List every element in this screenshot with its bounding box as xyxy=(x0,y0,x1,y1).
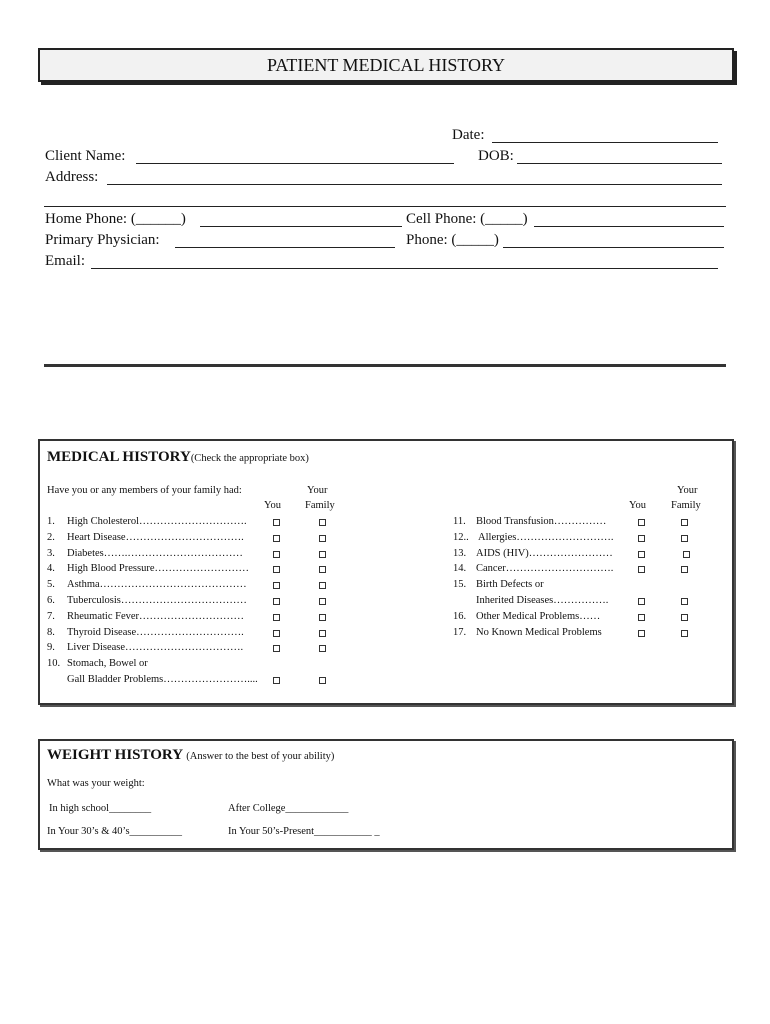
condition-label: Thyroid Disease…………………………. xyxy=(67,627,244,638)
condition-label: Stomach, Bowel or xyxy=(67,658,148,669)
checkbox-you-tuberculosis[interactable] xyxy=(273,598,280,605)
medical-history-subtitle: (Check the appropriate box) xyxy=(190,453,309,464)
condition-number: 4. xyxy=(47,563,55,574)
condition-label: No Known Medical Problems xyxy=(476,627,602,638)
primary-physician-field[interactable] xyxy=(175,247,395,248)
dob-label: DOB: xyxy=(478,148,514,164)
condition-allergies xyxy=(453,531,613,545)
checkbox-you-heart-disease[interactable] xyxy=(273,535,280,542)
left-col-your-header: Your xyxy=(307,485,328,496)
condition-number: 3. xyxy=(47,548,55,559)
condition-number: 15. xyxy=(453,579,467,590)
condition-number: 11. xyxy=(453,516,466,527)
checkbox-family-liver-disease[interactable] xyxy=(319,645,326,652)
medical-history-heading xyxy=(47,449,309,466)
dob-field[interactable] xyxy=(517,163,722,164)
condition-number: 7. xyxy=(47,611,55,622)
checkbox-you-liver-disease[interactable] xyxy=(273,645,280,652)
condition-number: 10. xyxy=(47,658,61,669)
right-col-family-header: Family xyxy=(671,500,701,511)
checkbox-family-aids-hiv[interactable] xyxy=(683,551,690,558)
checkbox-family-high-cholesterol[interactable] xyxy=(319,519,326,526)
checkbox-family-heart-disease[interactable] xyxy=(319,535,326,542)
checkbox-family-asthma[interactable] xyxy=(319,582,326,589)
primary-physician-label: Primary Physician: xyxy=(45,232,160,248)
condition-blood-transfusion xyxy=(453,515,606,529)
client-name-field[interactable] xyxy=(136,163,454,164)
client-name-label: Client Name: xyxy=(45,148,126,164)
condition-other-medical-problems xyxy=(453,610,600,624)
condition-label: High Blood Pressure……………………… xyxy=(67,563,249,574)
checkbox-family-blood-transfusion[interactable] xyxy=(681,519,688,526)
condition-aids-hiv xyxy=(453,547,613,561)
checkbox-family-no-known-problems[interactable] xyxy=(681,630,688,637)
condition-label: Rheumatic Fever………………………… xyxy=(67,611,245,622)
weight-history-title: WEIGHT HISTORY xyxy=(47,747,183,763)
condition-number: 1. xyxy=(47,516,55,527)
condition-number: 8. xyxy=(47,627,55,638)
condition-inherited-diseases xyxy=(453,594,608,608)
address-label: Address: xyxy=(45,169,99,185)
checkbox-you-high-cholesterol[interactable] xyxy=(273,519,280,526)
checkbox-you-birth-defects[interactable] xyxy=(638,598,645,605)
condition-number: 14. xyxy=(453,563,467,574)
form-title-box xyxy=(38,48,734,82)
condition-cancer xyxy=(453,562,613,576)
condition-number: 17. xyxy=(453,627,467,638)
condition-label: Other Medical Problems…… xyxy=(476,611,601,622)
checkbox-family-allergies[interactable] xyxy=(681,535,688,542)
weight-history-section xyxy=(38,739,734,850)
weight-after-college-field[interactable]: After College____________ xyxy=(228,803,349,814)
checkbox-you-allergies[interactable] xyxy=(638,535,645,542)
condition-label: Tuberculosis……………………………… xyxy=(67,595,247,606)
right-col-your-header: Your xyxy=(677,485,698,496)
condition-birth-defects xyxy=(453,578,544,592)
checkbox-you-blood-transfusion[interactable] xyxy=(638,519,645,526)
condition-label: Birth Defects or xyxy=(476,579,544,590)
condition-stomach-bowel xyxy=(47,657,148,671)
condition-asthma xyxy=(47,578,247,592)
home-phone-label: Home Phone: (______) xyxy=(45,211,186,227)
checkbox-you-thyroid-disease[interactable] xyxy=(273,630,280,637)
condition-number: 5. xyxy=(47,579,55,590)
weight-high-school-field[interactable]: In high school________ xyxy=(49,803,152,814)
left-col-family-header: Family xyxy=(305,500,335,511)
condition-label: Cancer…………………………. xyxy=(476,563,614,574)
date-label: Date: xyxy=(452,127,485,143)
home-phone-field[interactable] xyxy=(200,226,402,227)
condition-label: Blood Transfusion…………… xyxy=(476,516,607,527)
condition-label: Asthma…………………………………… xyxy=(67,579,247,590)
condition-label: Liver Disease……………………………. xyxy=(67,642,244,653)
checkbox-you-no-known-problems[interactable] xyxy=(638,630,645,637)
physician-phone-field[interactable] xyxy=(503,247,724,248)
condition-gall-bladder xyxy=(47,673,258,687)
condition-number: 2. xyxy=(47,532,55,543)
checkbox-family-thyroid-disease[interactable] xyxy=(319,630,326,637)
email-field[interactable] xyxy=(91,268,718,269)
checkbox-family-rheumatic-fever[interactable] xyxy=(319,614,326,621)
condition-label: Gall Bladder Problems…………………….... xyxy=(67,674,258,685)
condition-liver-disease xyxy=(47,641,243,655)
condition-label: AIDS (HIV)…………………… xyxy=(476,548,613,559)
right-col-you-header: You xyxy=(629,500,647,511)
checkbox-family-gall-bladder[interactable] xyxy=(319,677,326,684)
medical-history-title: MEDICAL HISTORY xyxy=(47,449,191,465)
physician-phone-label: Phone: (_____) xyxy=(406,232,499,248)
condition-number: 6. xyxy=(47,595,55,606)
email-label: Email: xyxy=(45,253,85,269)
condition-number: 16. xyxy=(453,611,467,622)
condition-rheumatic-fever xyxy=(47,610,244,624)
checkbox-family-birth-defects[interactable] xyxy=(681,598,688,605)
checkbox-family-diabetes[interactable] xyxy=(319,551,326,558)
form-title: PATIENT MEDICAL HISTORY xyxy=(266,55,506,75)
weight-history-heading xyxy=(47,747,334,764)
checkbox-you-rheumatic-fever[interactable] xyxy=(273,614,280,621)
section-divider xyxy=(44,364,726,367)
condition-thyroid-disease xyxy=(47,626,244,640)
condition-no-known-problems xyxy=(453,626,602,640)
condition-number: 13. xyxy=(453,548,467,559)
weight-30s-40s-field[interactable]: In Your 30’s & 40’s__________ xyxy=(47,826,183,837)
condition-high-cholesterol xyxy=(47,515,247,529)
condition-tuberculosis xyxy=(47,594,247,608)
checkbox-you-other-medical-problems[interactable] xyxy=(638,614,645,621)
medical-history-prompt: Have you or any members of your family had: xyxy=(47,485,242,496)
checkbox-you-diabetes[interactable] xyxy=(273,551,280,558)
medical-history-section xyxy=(38,439,734,705)
condition-label: Allergies………………………. xyxy=(476,532,614,543)
checkbox-family-tuberculosis[interactable] xyxy=(319,598,326,605)
checkbox-family-high-blood-pressure[interactable] xyxy=(319,566,326,573)
checkbox-you-high-blood-pressure[interactable] xyxy=(273,566,280,573)
checkbox-you-aids-hiv[interactable] xyxy=(638,551,645,558)
condition-label: Inherited Diseases……………. xyxy=(476,595,609,606)
left-col-you-header: You xyxy=(264,500,282,511)
cell-phone-label: Cell Phone: (_____) xyxy=(406,211,528,227)
condition-diabetes xyxy=(47,547,243,561)
checkbox-you-asthma[interactable] xyxy=(273,582,280,589)
address-field[interactable] xyxy=(107,184,722,185)
weight-history-subtitle: (Answer to the best of your ability) xyxy=(186,751,335,762)
weight-prompt: What was your weight: xyxy=(47,778,145,789)
checkbox-you-cancer[interactable] xyxy=(638,566,645,573)
date-field[interactable] xyxy=(492,142,718,143)
checkbox-family-cancer[interactable] xyxy=(681,566,688,573)
checkbox-family-other-medical-problems[interactable] xyxy=(681,614,688,621)
condition-label: Heart Disease……………………………. xyxy=(67,532,244,543)
condition-heart-disease xyxy=(47,531,244,545)
checkbox-you-gall-bladder[interactable] xyxy=(273,677,280,684)
condition-label: High Cholesterol…………………………. xyxy=(67,516,247,527)
cell-phone-field[interactable] xyxy=(534,226,724,227)
condition-number: 12.. xyxy=(453,532,469,543)
condition-number: 9. xyxy=(47,642,55,653)
condition-high-blood-pressure xyxy=(47,562,249,576)
weight-50s-present-field[interactable]: In Your 50’s-Present___________ _ xyxy=(228,826,380,837)
condition-label: Diabetes…….…………………………… xyxy=(67,548,243,559)
address-line-2[interactable] xyxy=(44,206,726,207)
